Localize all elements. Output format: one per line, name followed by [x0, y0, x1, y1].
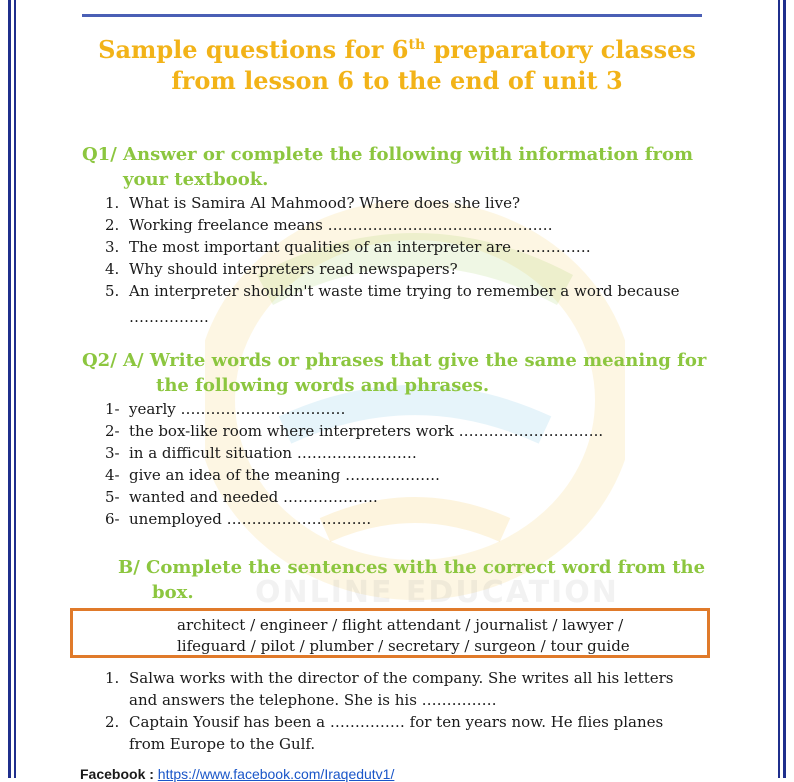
title-line-1: Sample questions for 6th preparatory classes [98, 35, 696, 64]
q1-list [105, 192, 725, 328]
footer [80, 766, 394, 782]
footer-label: Facebook : [80, 766, 158, 782]
page-border-right [783, 0, 786, 778]
word-box [70, 608, 710, 658]
list-item: 2. Working freelance means ……………………………………… [105, 216, 553, 234]
list-item: 5. An interpreter shouldn't waste time trying to remember a word because [105, 282, 680, 300]
list-item: 2- the box-like room where interpreters work ……………………….. [105, 422, 604, 440]
page-border-left [8, 0, 11, 778]
word-box-line-2: lifeguard / pilot / plumber / secretary / surgeon / tour guide [177, 637, 630, 655]
qb-heading: B/ Complete the sentences with the correct word from the box. [118, 557, 706, 603]
list-item: 6- unemployed ……………………….. [105, 510, 372, 528]
word-box-line-1: architect / engineer / flight attendant / journalist / lawyer / [177, 616, 624, 634]
list-item-continuation: ……………. [129, 308, 209, 326]
facebook-link[interactable]: https://www.facebook.com/Iraqedutv1/ [157, 766, 395, 782]
list-item: 3. The most important qualities of an interpreter are …………… [105, 238, 591, 256]
watermark-text: ONLINE EDUCATION [255, 575, 619, 610]
q2-list [105, 398, 725, 530]
list-item: 1- yearly …………………………… [105, 400, 346, 418]
list-item-continuation: from Europe to the Gulf. [129, 735, 316, 753]
qb-list [105, 667, 725, 755]
list-item: 4. Why should interpreters read newspapers? [105, 260, 458, 278]
top-rule [82, 14, 702, 17]
list-item: 4- give an idea of the meaning ………………. [105, 466, 440, 484]
list-item: 1. Salwa works with the director of the company. She writes all his letters [105, 669, 674, 687]
q2-heading: Q2/ A/ Write words or phrases that give the same meaning for the following words and phrases. [82, 350, 707, 396]
list-item: 3- in a difficult situation …………………… [105, 444, 417, 462]
list-item: 5- wanted and needed ………………. [105, 488, 378, 506]
list-item-continuation: and answers the telephone. She is his …………… [129, 691, 497, 709]
q1-heading: Q1/ Answer or complete the following with information from your textbook. [82, 144, 694, 190]
list-item: 2. Captain Yousif has been a …………… for ten years now. He flies planes [105, 713, 664, 731]
page-title [40, 30, 754, 96]
title-line-2: from lesson 6 to the end of unit 3 [171, 66, 623, 95]
list-item: 1. What is Samira Al Mahmood? Where does she live? [105, 194, 520, 212]
